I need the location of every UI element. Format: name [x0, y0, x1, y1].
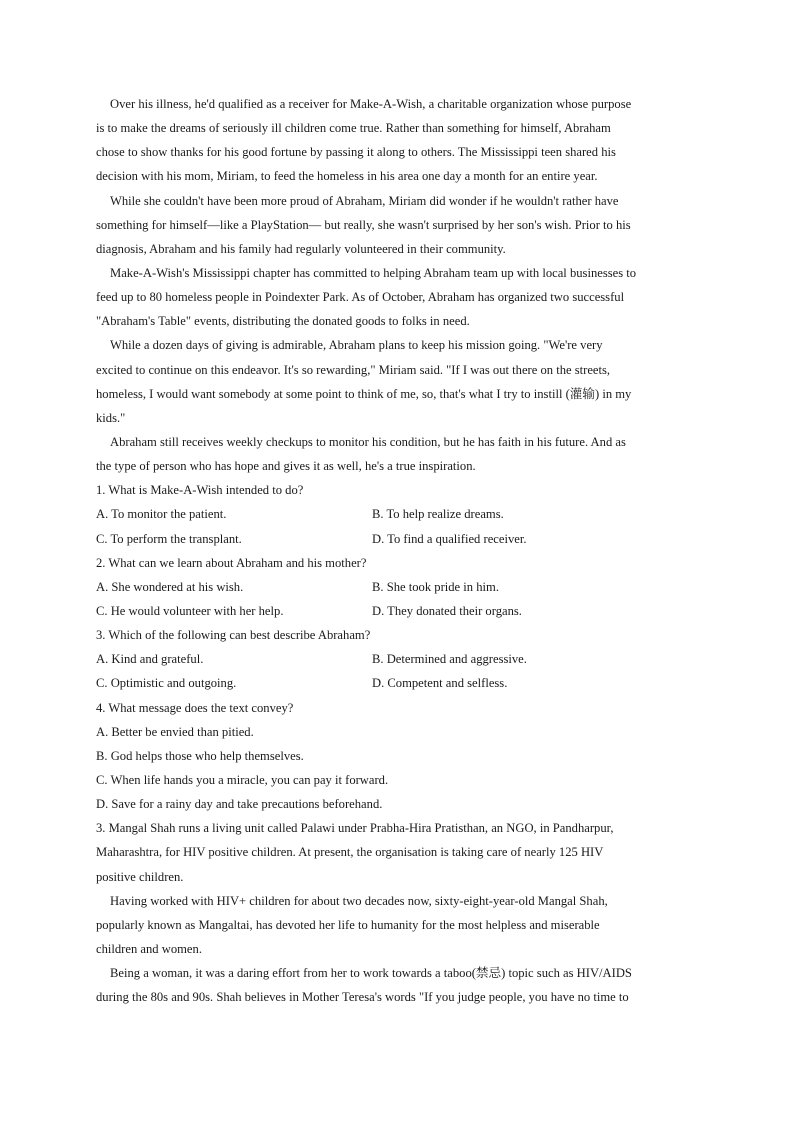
passage-line: feed up to 80 homeless people in Poindexter Park. As of October, Abraham has organized two successful — [96, 290, 625, 305]
passage-line: 3. Mangal Shah runs a living unit called Palawi under Prabha-Hira Pratisthan, an NGO, in Pandharpur, — [96, 821, 614, 836]
question-stem: 2. What can we learn about Abraham and his mother? — [96, 555, 367, 570]
option-a: A. Better be envied than pitied. — [96, 724, 254, 739]
passage-line: positive children. — [96, 869, 184, 884]
options-row — [96, 502, 698, 526]
passage-line: Maharashtra, for HIV positive children. At present, the organisation is taking care of nearly 125 HIV — [96, 845, 604, 860]
passage-line: kids." — [96, 410, 126, 425]
question-stem: 4. What message does the text convey? — [96, 700, 294, 715]
passage-line: diagnosis, Abraham and his family had regularly volunteered in their community. — [96, 241, 506, 256]
passage-line: Make-A-Wish's Mississippi chapter has committed to helping Abraham team up with local businesses to — [110, 265, 637, 280]
option-b: B. To help realize dreams. — [372, 507, 504, 522]
passage-line: something for himself—like a PlayStation— but really, she wasn't surprised by her son's wish. Prior to his — [96, 217, 631, 232]
passage-line: popularly known as Mangaltai, has devoted her life to humanity for the most helpless and miserable — [96, 917, 600, 932]
option-b: B. Determined and aggressive. — [372, 652, 527, 667]
option-d: D. Competent and selfless. — [372, 676, 508, 691]
passage-2 — [96, 816, 698, 1009]
document-content — [96, 92, 698, 1009]
options-row — [96, 599, 698, 623]
option-b: B. God helps those who help themselves. — [96, 748, 304, 763]
passage-line: While she couldn't have been more proud of Abraham, Miriam did wonder if he wouldn't rather have — [110, 193, 619, 208]
passage-line: is to make the dreams of seriously ill children come true. Rather than something for himself, Abraham — [96, 121, 611, 136]
question-2 — [96, 551, 698, 623]
passage-line: decision with his mom, Miriam, to feed the homeless in his area one day a month for an entire year. — [96, 169, 598, 184]
options-row — [96, 527, 698, 551]
question-stem: 3. Which of the following can best describe Abraham? — [96, 628, 371, 643]
option-b: B. She took pride in him. — [372, 579, 499, 594]
option-a: A. To monitor the patient. — [96, 507, 227, 522]
option-c: C. Optimistic and outgoing. — [96, 676, 237, 691]
passage-line: Having worked with HIV+ children for about two decades now, sixty-eight-year-old Mangal Shah, — [110, 893, 608, 908]
passage — [96, 92, 698, 478]
question-4 — [96, 696, 698, 817]
option-d: D. They donated their organs. — [372, 603, 522, 618]
passage-line: Abraham still receives weekly checkups to monitor his condition, but he has faith in his future. And as — [110, 434, 626, 449]
passage-line: Being a woman, it was a daring effort from her to work towards a taboo(禁忌) topic such as HIV/AIDS — [110, 966, 632, 981]
option-d: D. Save for a rainy day and take precautions beforehand. — [96, 797, 383, 812]
options-row — [96, 647, 698, 671]
options-row — [96, 671, 698, 695]
passage-line: Over his illness, he'd qualified as a receiver for Make-A-Wish, a charitable organization whose purpose — [110, 97, 632, 111]
passage-line: "Abraham's Table" events, distributing the donated goods to folks in need. — [96, 314, 470, 329]
option-c: C. To perform the transplant. — [96, 531, 242, 546]
passage-line: during the 80s and 90s. Shah believes in Mother Teresa's words "If you judge people, you have no time to — [96, 990, 629, 1005]
question-3 — [96, 623, 698, 695]
passage-line: While a dozen days of giving is admirable, Abraham plans to keep his mission going. "We're very — [110, 338, 603, 353]
passage-line: homeless, I would want somebody at some point to think of me, so, that's what I try to instill (灌输) in my — [96, 386, 632, 401]
passage-line: children and women. — [96, 941, 202, 956]
option-a: A. Kind and grateful. — [96, 652, 204, 667]
options-row — [96, 575, 698, 599]
option-c: C. When life hands you a miracle, you can pay it forward. — [96, 772, 389, 787]
option-d: D. To find a qualified receiver. — [372, 531, 527, 546]
passage-line: the type of person who has hope and gives it as well, he's a true inspiration. — [96, 459, 476, 474]
passage-line: chose to show thanks for his good fortune by passing it along to others. The Mississippi teen shared his — [96, 145, 616, 160]
question-1 — [96, 478, 698, 550]
option-a: A. She wondered at his wish. — [96, 579, 244, 594]
option-c: C. He would volunteer with her help. — [96, 603, 284, 618]
passage-line: excited to continue on this endeavor. It's so rewarding," Miriam said. "If I was out there on the streets, — [96, 362, 611, 377]
question-stem: 1. What is Make-A-Wish intended to do? — [96, 483, 304, 498]
